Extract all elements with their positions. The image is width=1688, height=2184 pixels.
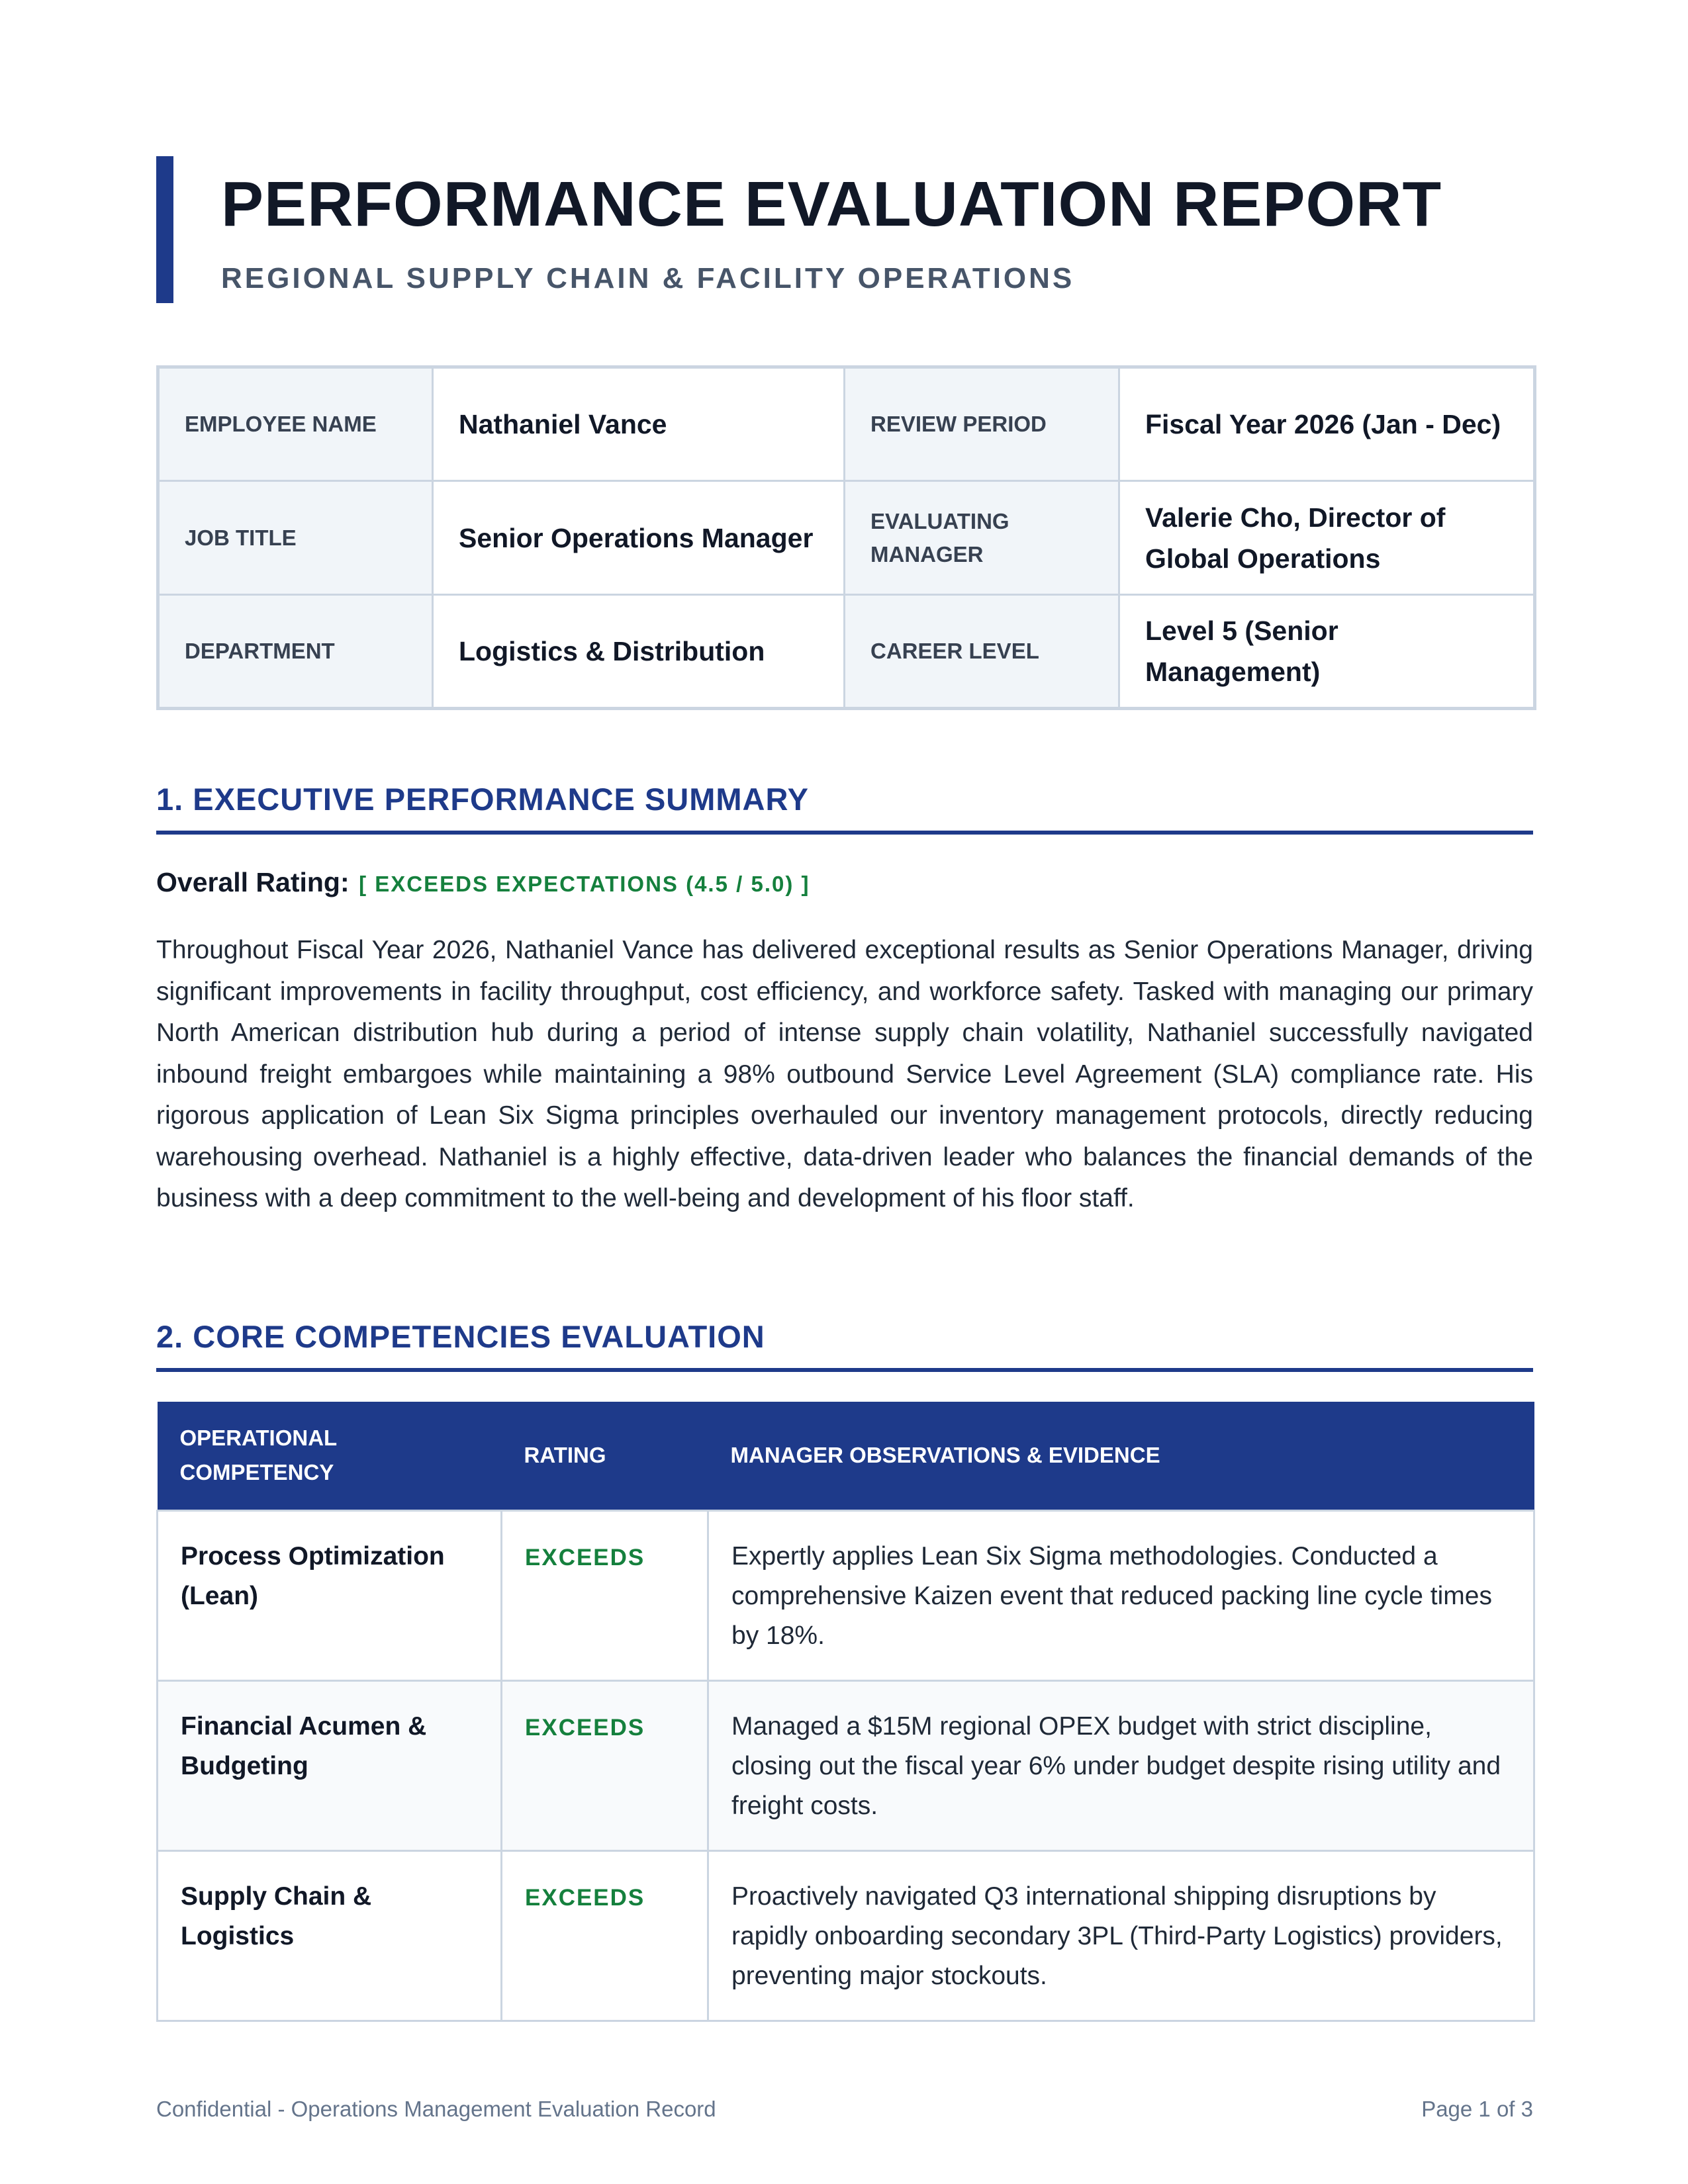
footer-page-number: Page 1 of 3: [1421, 2097, 1533, 2121]
employee-info-table: [156, 365, 1536, 710]
job-title-label: JOB TITLE: [158, 481, 433, 595]
section-heading-summary: 1. EXECUTIVE PERFORMANCE SUMMARY: [156, 781, 1533, 835]
overall-rating-value: [ EXCEEDS EXPECTATIONS (4.5 / 5.0) ]: [359, 872, 810, 896]
column-header-competency: OPERATIONAL COMPETENCY: [158, 1402, 502, 1510]
department-value: Logistics & Distribution: [433, 595, 845, 709]
employee-name-label: EMPLOYEE NAME: [158, 367, 433, 481]
competency-name: Process Optimization (Lean): [158, 1510, 502, 1680]
competencies-table: [156, 1402, 1535, 2022]
competency-rating: EXCEEDS: [502, 1510, 708, 1680]
competency-name: Financial Acumen & Budgeting: [158, 1680, 502, 1850]
title-block: [156, 156, 1533, 303]
department-label: DEPARTMENT: [158, 595, 433, 709]
page-title: PERFORMANCE EVALUATION REPORT: [221, 169, 1442, 240]
table-row: [158, 1680, 1534, 1850]
table-row: [158, 1850, 1534, 2021]
page-subtitle: REGIONAL SUPPLY CHAIN & FACILITY OPERATIONS: [221, 262, 1075, 295]
table-row: [158, 1510, 1534, 1680]
table-header-row: [158, 1402, 1534, 1510]
evaluating-manager-value: Valerie Cho, Director of Global Operations: [1119, 481, 1535, 595]
career-level-value: Level 5 (Senior Management): [1119, 595, 1535, 709]
column-header-rating: RATING: [502, 1402, 708, 1510]
review-period-label: REVIEW PERIOD: [845, 367, 1119, 481]
review-period-value: Fiscal Year 2026 (Jan - Dec): [1119, 367, 1535, 481]
competency-rating: EXCEEDS: [502, 1850, 708, 2021]
employee-name-value: Nathaniel Vance: [433, 367, 845, 481]
competency-observation: Managed a $15M regional OPEX budget with strict discipline, closing out the fiscal year 6% under budget despite rising utility and freight costs.: [708, 1680, 1534, 1850]
info-row: [158, 367, 1535, 481]
overall-rating: [156, 867, 810, 898]
job-title-value: Senior Operations Manager: [433, 481, 845, 595]
competency-name: Supply Chain & Logistics: [158, 1850, 502, 2021]
section-heading-competencies: 2. CORE COMPETENCIES EVALUATION: [156, 1318, 1533, 1372]
executive-summary-text: Throughout Fiscal Year 2026, Nathaniel Vance has delivered exceptional results as Senior Operations Manager, driving significant improvements in facility throughput, cost efficiency, and workforce safety. Tasked with managing our primary North American distribution hub during a period of intense supply chain volatility, Nathaniel successfully navigated inbound freight embargoes while maintaining a 98% outbound Service Level Agreement (SLA) compliance rate. His rigorous application of Lean Six Sigma principles overhauled our inventory management protocols, directly reducing warehousing overhead. Nathaniel is a highly effective, data-driven leader who balances the financial demands of the business with a deep commitment to the well-being and development of his floor staff.: [156, 936, 1533, 1212]
footer-confidential-note: Confidential - Operations Management Evaluation Record: [156, 2097, 716, 2121]
info-row: [158, 595, 1535, 709]
overall-rating-label: Overall Rating:: [156, 867, 350, 897]
competency-observation: Proactively navigated Q3 international shipping disruptions by rapidly onboarding secondary 3PL (Third-Party Logistics) providers, preventing major stockouts.: [708, 1850, 1534, 2021]
competency-rating: EXCEEDS: [502, 1680, 708, 1850]
competency-observation: Expertly applies Lean Six Sigma methodologies. Conducted a comprehensive Kaizen event that reduced packing line cycle times by 18%.: [708, 1510, 1534, 1680]
column-header-observations: MANAGER OBSERVATIONS & EVIDENCE: [708, 1402, 1534, 1510]
info-row: [158, 481, 1535, 595]
career-level-label: CAREER LEVEL: [845, 595, 1119, 709]
evaluating-manager-label: EVALUATING MANAGER: [845, 481, 1119, 595]
